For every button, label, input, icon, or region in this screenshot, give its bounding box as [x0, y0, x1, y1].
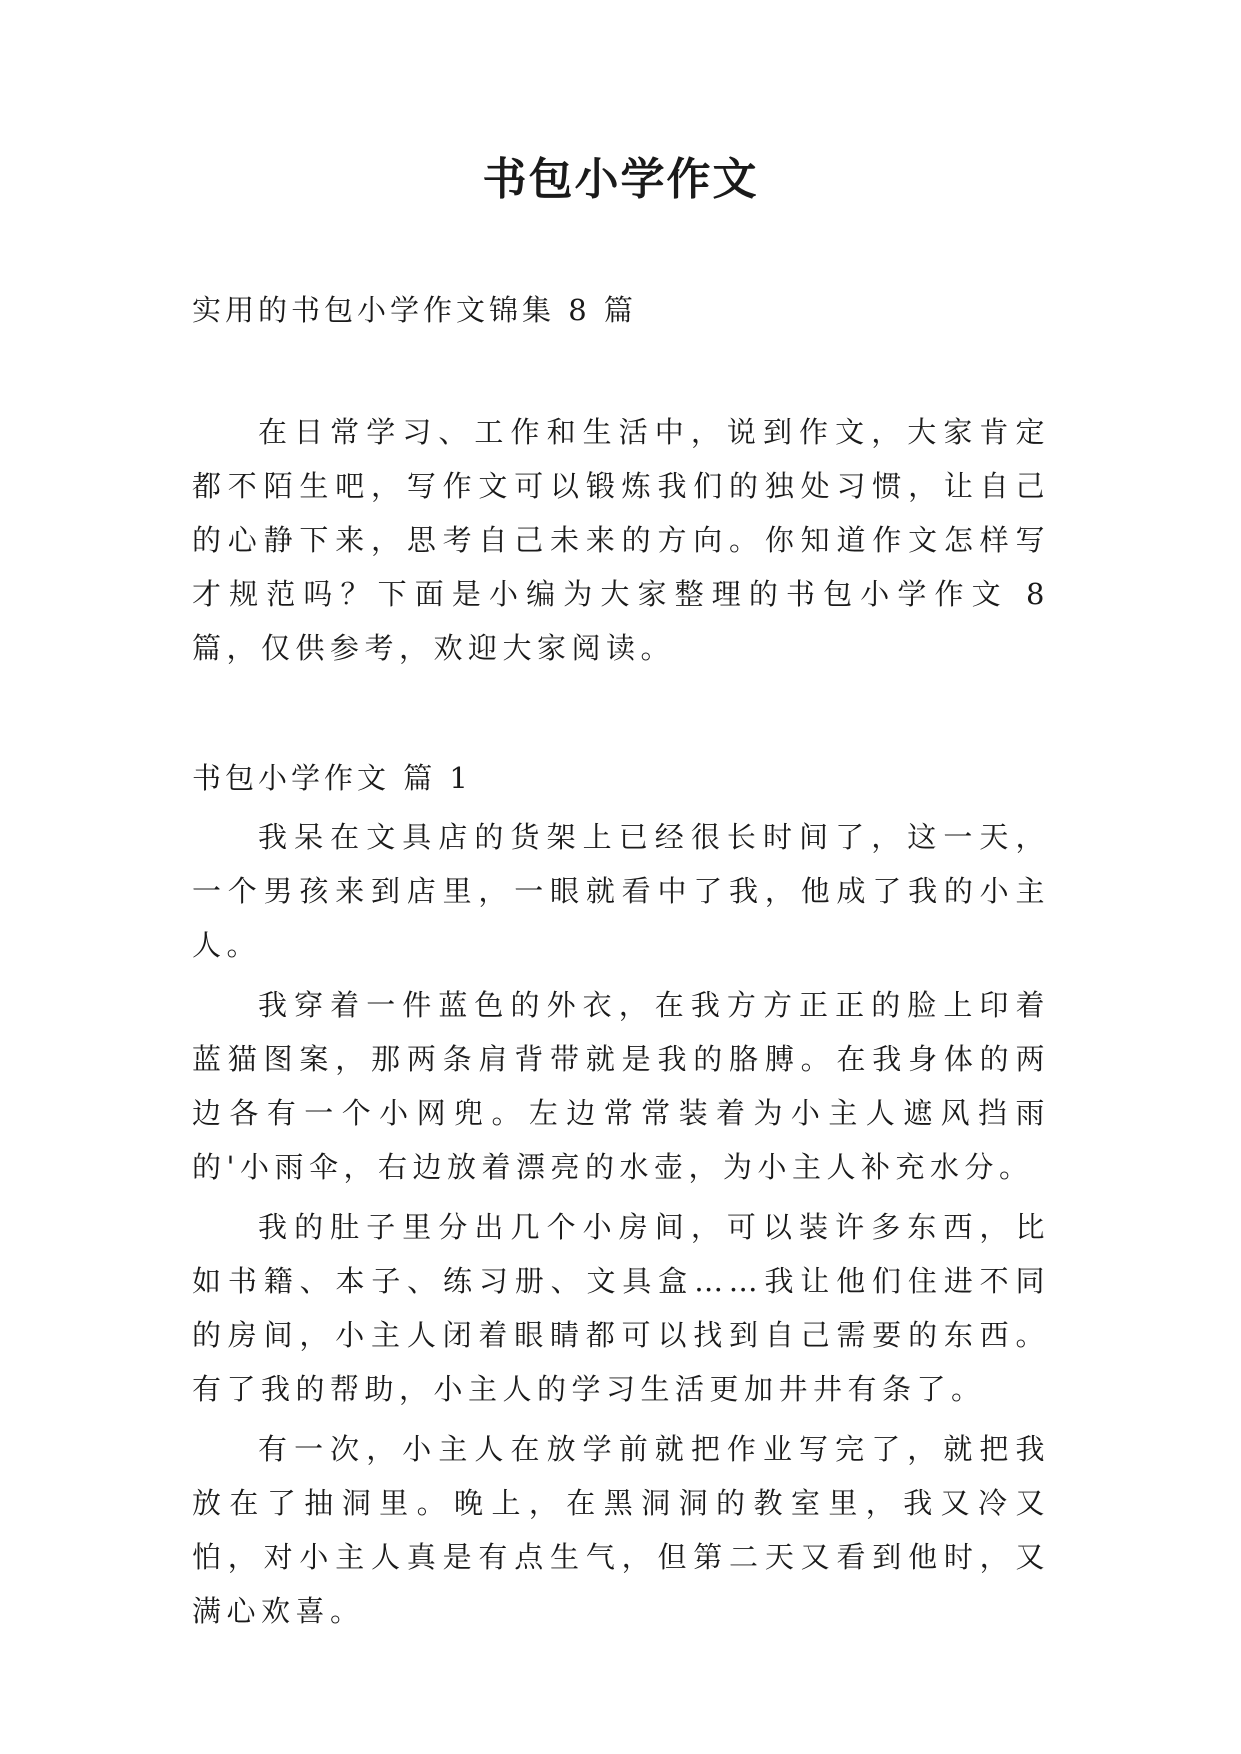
- section-heading: 书包小学作文 篇 1: [192, 761, 472, 795]
- document-title: 书包小学作文: [482, 154, 759, 205]
- essay-body: [192, 810, 1050, 1644]
- intro-paragraph: 在日常学习、工作和生活中，说到作文，大家肯定都不陌生吧，写作文可以锻炼我们的独处习惯，让自己的心静下来，思考自己未来的方向。你知道作文怎样写才规范吗？下面是小编为大家整理的书包小学作文 8 篇，仅供参考，欢迎大家阅读。: [192, 415, 1050, 665]
- essay-paragraph: 我的肚子里分出几个小房间，可以装许多东西，比如书籍、本子、练习册、文具盒……我让他们住进不同的房间，小主人闭着眼睛都可以找到自己需要的东西。有了我的帮助，小主人的学习生活更加井井有条了。: [192, 1210, 1050, 1406]
- essay-paragraph: 我穿着一件蓝色的外衣，在我方方正正的脸上印着蓝猫图案，那两条肩背带就是我的胳膊。在我身体的两边各有一个小网兜。左边常常装着为小主人遮风挡雨的'小雨伞，右边放着漂亮的水壶，为小主人补充水分。: [192, 988, 1050, 1184]
- essay-paragraph: 有一次，小主人在放学前就把作业写完了，就把我放在了抽洞里。晚上，在黑洞洞的教室里，我又冷又怕，对小主人真是有点生气，但第二天又看到他时，又满心欢喜。: [192, 1432, 1050, 1628]
- document-subtitle: 实用的书包小学作文锦集 8 篇: [192, 293, 637, 327]
- essay-paragraph: 我呆在文具店的货架上已经很长时间了，这一天，一个男孩来到店里，一眼就看中了我，他成了我的小主人。: [192, 820, 1050, 962]
